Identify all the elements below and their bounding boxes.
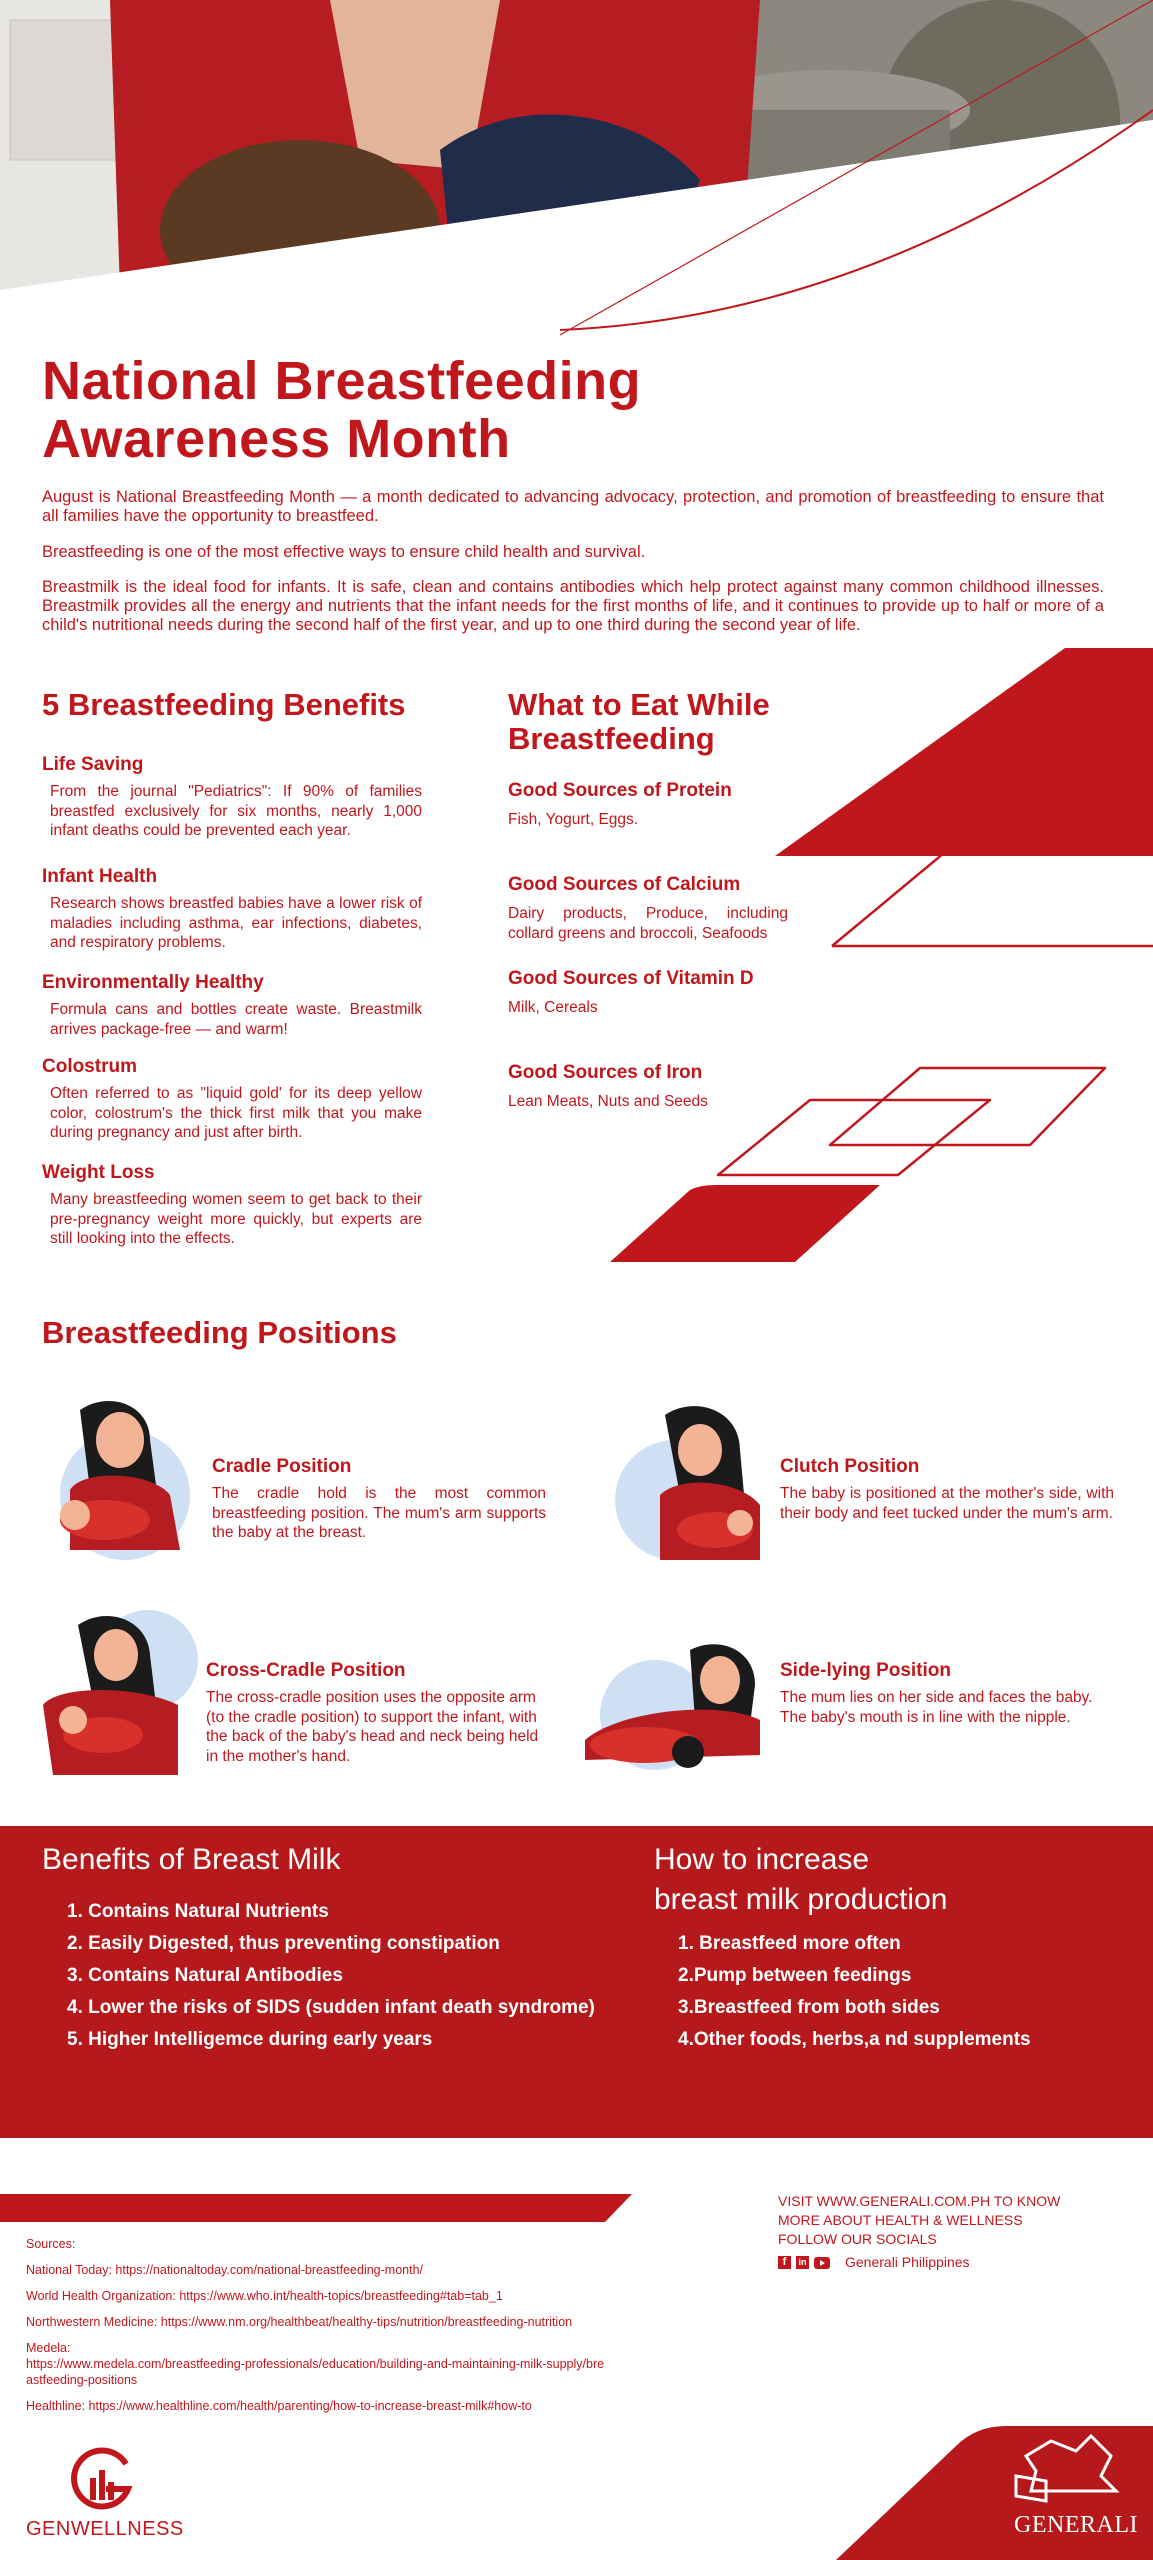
list-item: 1. Contains Natural Nutrients bbox=[67, 1901, 329, 1922]
eat-heading-line-2: Breastfeeding bbox=[508, 721, 715, 756]
benefit-item bbox=[42, 866, 422, 953]
list-item: 3.Breastfeed from both sides bbox=[678, 1997, 940, 2018]
food-text: Lean Meats, Nuts and Seeds bbox=[508, 1093, 708, 1110]
source-item[interactable]: Northwestern Medicine: https://www.nm.org/healthbeat/healthy-tips/nutrition/breastfeeding-nutrition bbox=[26, 2315, 573, 2329]
list-item: 1. Breastfeed more often bbox=[678, 1933, 901, 1954]
list-item: 4.Other foods, herbs,a nd supplements bbox=[678, 2029, 1031, 2050]
facebook-icon[interactable]: f bbox=[778, 2256, 791, 2269]
food-title: Good Sources of Protein bbox=[508, 780, 732, 801]
position-title: Cross-Cradle Position bbox=[206, 1660, 406, 1681]
positions-heading: Breastfeeding Positions bbox=[42, 1315, 397, 1350]
benefit-item bbox=[42, 1056, 422, 1143]
benefit-item bbox=[42, 972, 422, 1039]
increase-heading bbox=[654, 1840, 947, 1920]
benefit-title: Environmentally Healthy bbox=[42, 972, 264, 993]
visit-block bbox=[778, 2192, 1138, 2272]
list-item: 2. Easily Digested, thus preventing constipation bbox=[67, 1933, 500, 1954]
source-item[interactable]: National Today: https://nationaltoday.com/national-breastfeeding-month/ bbox=[26, 2263, 424, 2277]
benefit-title: Colostrum bbox=[42, 1056, 137, 1077]
increase-heading-line-2: breast milk production bbox=[654, 1883, 948, 1916]
position-text: The cross-cradle position uses the opposite arm (to the cradle position) to support the infant, with the back of the baby's head and neck being held in the mother's hand. bbox=[206, 1689, 539, 1765]
title-line-1: National Breastfeeding bbox=[42, 351, 642, 411]
genwellness-logo-icon bbox=[66, 2444, 136, 2514]
benefit-title: Infant Health bbox=[42, 866, 158, 887]
position-cross-cradle bbox=[206, 1660, 554, 1766]
cross-cradle-illustration-icon bbox=[38, 1605, 203, 1780]
sources-list bbox=[26, 2236, 646, 2414]
source-item[interactable]: World Health Organization: https://www.who.int/health-topics/breastfeeding#tab=tab_1 bbox=[26, 2289, 503, 2303]
page-title bbox=[42, 352, 742, 468]
food-text: Milk, Cereals bbox=[508, 999, 598, 1016]
intro-paragraph-2: Breastfeeding is one of the most effective ways to ensure child health and survival. bbox=[42, 543, 646, 561]
hero-photo bbox=[0, 0, 1153, 340]
position-text: The baby is positioned at the mother's side, with their body and feet tucked under the mum's arm. bbox=[780, 1485, 1114, 1522]
list-item: 5. Higher Intelligemce during early years bbox=[67, 2029, 433, 2050]
increase-list bbox=[678, 1928, 1031, 2056]
benefit-text: Many breastfeeding women seem to get back to their pre-pregnancy weight more quickly, but experts are still looking into the effects. bbox=[50, 1191, 422, 1247]
side-lying-illustration-icon bbox=[570, 1630, 765, 1780]
source-item[interactable]: https://www.medela.com/breastfeeding-professionals/education/building-and-maintaining-milk-supply/bre bbox=[26, 2357, 605, 2371]
clutch-illustration-icon bbox=[600, 1395, 775, 1570]
source-item[interactable]: Healthline: https://www.healthline.com/health/parenting/how-to-increase-breast-milk#how-to bbox=[26, 2399, 532, 2413]
list-item: 2.Pump between feedings bbox=[678, 1965, 912, 1986]
food-title: Good Sources of Iron bbox=[508, 1062, 703, 1083]
list-item: 3. Contains Natural Antibodies bbox=[67, 1965, 343, 1986]
benefit-title: Weight Loss bbox=[42, 1162, 155, 1183]
food-title: Good Sources of Vitamin D bbox=[508, 968, 754, 989]
position-title: Side-lying Position bbox=[780, 1660, 952, 1681]
food-text: Dairy products, Produce, including collard greens and broccoli, Seafoods bbox=[508, 905, 788, 942]
milk-benefits-list bbox=[67, 1896, 595, 2056]
socials-row bbox=[778, 2253, 1138, 2272]
visit-line[interactable]: VISIT WWW.GENERALI.COM.PH TO KNOW bbox=[778, 2193, 1061, 2209]
visit-line: FOLLOW OUR SOCIALS bbox=[778, 2231, 937, 2247]
source-item: Medela: bbox=[26, 2341, 71, 2355]
food-title: Good Sources of Calcium bbox=[508, 874, 741, 895]
visit-line: MORE ABOUT HEALTH & WELLNESS bbox=[778, 2212, 1023, 2228]
list-item: 4. Lower the risks of SIDS (sudden infant death syndrome) bbox=[67, 1997, 595, 2018]
food-text: Fish, Yogurt, Eggs. bbox=[508, 811, 639, 828]
intro-paragraph-1: August is National Breastfeeding Month — a month dedicated to advancing advocacy, protection, and promotion of breastfeeding to ensure that all families have the opportunity to breastfeed. bbox=[42, 488, 1104, 525]
position-title: Clutch Position bbox=[780, 1456, 920, 1477]
sources-label: Sources: bbox=[26, 2237, 76, 2251]
intro-paragraph-3: Breastmilk is the ideal food for infants. It is safe, clean and contains antibodies which help protect against many common childhood illnesses. Breastmilk provides all the energy and nutrients that the infant needs for the first months of life, and it continues to provide up to half or more of a child's nutritional needs during the second half of the first year, and up to one third during the second year of life. bbox=[42, 578, 1104, 634]
position-title: Cradle Position bbox=[212, 1456, 352, 1477]
position-cradle bbox=[212, 1456, 546, 1543]
increase-heading-line-1: How to increase bbox=[654, 1843, 870, 1876]
benefit-text: Often referred to as "liquid gold' for its deep yellow color, colostrum's the thick first milk that you make during pregnancy and just after birth. bbox=[50, 1085, 422, 1141]
footer-stripe bbox=[0, 2194, 632, 2222]
benefit-title: Life Saving bbox=[42, 754, 144, 775]
position-text: The cradle hold is the most common breastfeeding position. The mum's arm supports the baby at the breast. bbox=[212, 1485, 546, 1541]
decorative-shapes bbox=[600, 640, 1153, 1280]
benefit-item bbox=[42, 1162, 422, 1249]
benefit-text: Research shows breastfed babies have a lower risk of maladies including asthma, ear infections, diabetes, and respiratory problems. bbox=[50, 895, 422, 951]
eat-heading-line-1: What to Eat While bbox=[508, 687, 770, 722]
genwellness-wordmark: GENWELLNESS bbox=[26, 2518, 184, 2540]
cradle-illustration-icon bbox=[30, 1390, 205, 1570]
benefit-item bbox=[42, 754, 422, 841]
linkedin-icon[interactable]: in bbox=[796, 2256, 809, 2269]
benefits-heading: 5 Breastfeeding Benefits bbox=[42, 687, 406, 722]
position-clutch bbox=[780, 1456, 1114, 1523]
position-side-lying bbox=[780, 1660, 1114, 1727]
social-handle[interactable]: Generali Philippines bbox=[845, 2254, 970, 2270]
generali-wordmark: GENERALI bbox=[1014, 2512, 1138, 2538]
source-item[interactable]: astfeeding-positions bbox=[26, 2373, 138, 2387]
generali-corner bbox=[836, 2426, 1153, 2560]
benefit-text: Formula cans and bottles create waste. Breastmilk arrives package-free — and warm! bbox=[50, 1001, 422, 1038]
milk-benefits-heading: Benefits of Breast Milk bbox=[42, 1843, 341, 1876]
position-text: The mum lies on her side and faces the baby. The baby's mouth is in line with the nipple. bbox=[780, 1689, 1093, 1726]
title-line-2: Awareness Month bbox=[42, 409, 511, 469]
benefit-text: From the journal "Pediatrics": If 90% of families breastfed exclusively for six months, nearly 1,000 infant deaths could be prevented each year. bbox=[50, 783, 422, 839]
youtube-icon[interactable] bbox=[814, 2257, 830, 2269]
